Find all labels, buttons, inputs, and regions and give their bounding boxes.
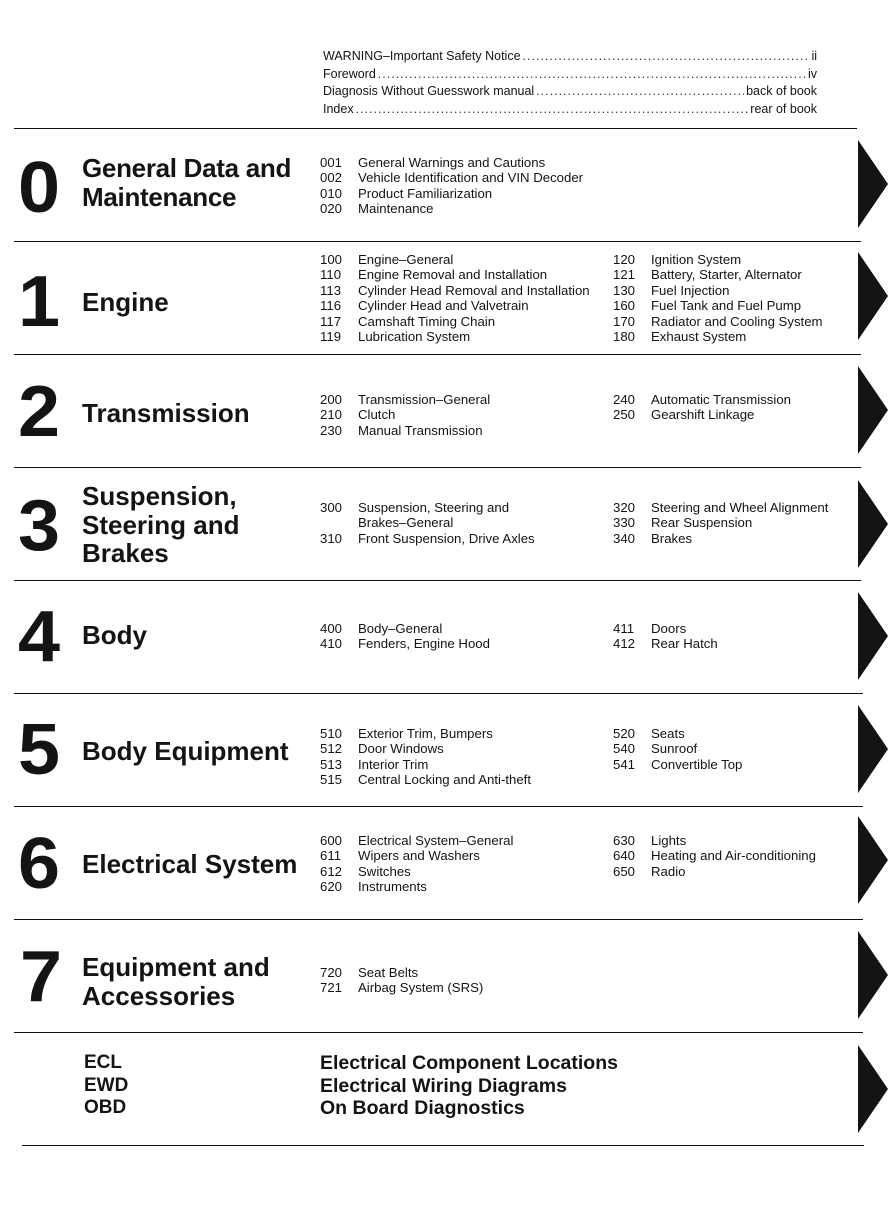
chapter-label: Camshaft Timing Chain [358,313,496,329]
chapter-label: Maintenance [358,201,434,217]
section-title [82,953,270,1010]
reference-code: ECL [84,1052,122,1073]
divider [14,1032,863,1033]
chapter-label: Battery, Starter, Alternator [651,267,802,283]
chapter-number: 612 [320,863,343,879]
chapter-label: Body–General [358,621,443,636]
chapter-list [613,252,823,344]
chapter-number: 020 [320,201,343,217]
chapter-label: Seat Belts [358,965,419,980]
chapter-number: 400 [320,621,343,636]
chapter-number: 116 [320,298,342,314]
section-tab-arrow-icon[interactable] [858,366,888,454]
chapter-number: 210 [320,407,343,423]
reference-descriptions [320,1052,618,1120]
chapter-number: 001 [320,155,343,170]
chapter-label: Wipers and Washers [358,848,480,864]
chapter-item[interactable] [320,283,590,298]
chapter-item[interactable] [320,531,535,546]
chapter-item[interactable] [613,314,823,329]
chapter-item[interactable] [320,833,513,848]
section-tab-arrow-icon[interactable] [858,931,888,1019]
chapter-number: 640 [613,848,636,864]
section-title-line: Body Equipment [82,736,289,766]
front-matter-page: back of book [746,84,817,98]
front-matter-page: rear of book [750,101,817,116]
chapter-number: 250 [613,407,636,423]
chapter-list [613,621,718,652]
chapter-number: 411 [613,621,635,636]
chapter-item[interactable] [320,864,513,879]
front-matter-title: WARNING–Important Safety Notice [323,49,521,63]
chapter-label: Clutch [358,407,396,423]
chapter-label: Cylinder Head Removal and Installation [358,282,590,298]
chapter-item[interactable] [320,621,490,636]
chapter-list [320,621,490,652]
chapter-number: 620 [320,879,343,895]
chapter-item[interactable] [320,848,513,863]
chapter-list [613,726,742,772]
chapter-label: Lights [651,833,687,848]
chapter-number: 160 [613,298,636,314]
chapter-item[interactable] [320,636,490,651]
section-title [82,482,239,568]
front-matter-page: iv [807,66,817,81]
chapter-list [320,155,583,217]
chapter-label: Brakes [651,530,693,546]
chapter-item[interactable] [613,848,816,863]
chapter-number: 100 [320,252,343,267]
section-title [82,621,147,650]
dot-leader [523,49,810,63]
chapter-item[interactable] [613,267,823,282]
chapter-label: Switches [358,863,411,879]
chapter-item[interactable] [320,515,535,530]
chapter-item[interactable] [613,407,791,422]
dot-leader [536,84,744,98]
chapter-item[interactable] [320,772,531,787]
section-number: 7 [20,937,60,1017]
section-number: 2 [18,372,58,452]
reference-code: EWD [84,1074,129,1096]
section-title-line: General Data and [82,153,292,183]
section-number: 0 [18,148,58,228]
chapter-number: 230 [320,422,343,438]
chapter-item[interactable] [320,980,483,995]
chapter-label: Doors [651,621,687,636]
divider [14,693,863,694]
section-title-line: Brakes [82,538,169,568]
chapter-item[interactable] [613,636,718,651]
chapter-number: 650 [613,863,636,879]
chapter-item[interactable] [320,314,590,329]
front-matter-entry[interactable] [323,49,817,67]
chapter-label: Instruments [358,879,427,895]
chapter-number: 412 [613,636,636,652]
section-title [82,288,169,317]
chapter-number: 180 [613,329,636,345]
front-matter [323,49,817,119]
section-tab-arrow-icon[interactable] [858,592,888,680]
chapter-label: Electrical System–General [358,833,514,848]
front-matter-title: Foreword [323,66,376,81]
chapter-item[interactable] [613,741,742,756]
chapter-item[interactable] [320,329,590,344]
chapter-number: 240 [613,392,636,407]
chapter-number: 515 [320,772,343,788]
chapter-number: 600 [320,833,343,848]
section-title [82,850,297,879]
chapter-number: 540 [613,741,636,757]
chapter-list [320,833,513,895]
section-title-line: Transmission [82,398,250,428]
chapter-number: 330 [613,515,636,531]
chapter-item[interactable] [613,621,718,636]
chapter-label: Radio [651,863,686,879]
reference-description[interactable]: On Board Diagnostics [320,1097,525,1119]
section-tab-arrow-icon[interactable] [858,705,888,793]
section-tab-arrow-icon[interactable] [858,140,888,228]
chapter-item[interactable] [320,726,531,741]
divider [14,580,861,581]
chapter-list [320,392,490,438]
chapter-number: 510 [320,726,343,741]
chapter-label: Sunroof [651,741,698,757]
section-title-line: Accessories [82,980,236,1011]
section-title-line: Body [82,620,147,650]
chapter-item[interactable] [613,500,828,515]
section-number: 4 [18,597,58,677]
chapter-number: 002 [320,170,343,186]
chapter-number: 721 [320,980,343,996]
chapter-label: Front Suspension, Drive Axles [358,530,535,546]
chapter-item[interactable] [613,392,791,407]
chapter-item[interactable] [320,500,535,515]
front-matter-title: Diagnosis Without Guesswork manual [323,84,535,98]
chapter-item[interactable] [320,201,583,216]
divider [14,241,861,242]
chapter-item[interactable] [320,392,490,407]
chapter-item[interactable] [613,515,828,530]
chapter-list [320,500,535,546]
chapter-number: 410 [320,636,343,652]
section-tab-arrow-icon[interactable] [858,480,888,568]
section-tab-arrow-icon[interactable] [858,816,888,904]
section-number: 3 [18,486,58,566]
section-title-line: Steering and [82,509,240,540]
divider [14,128,857,129]
section-title-line: Engine [82,287,169,317]
chapter-number: 720 [320,965,343,980]
section-title-line: Electrical System [82,849,298,879]
section-number: 6 [18,824,58,904]
front-matter-entry[interactable] [323,102,817,120]
chapter-item[interactable] [320,155,583,170]
chapter-label: Ignition System [651,252,742,267]
front-matter-title: Index [323,101,354,116]
chapter-item[interactable] [613,757,742,772]
chapter-item[interactable] [320,407,490,422]
chapter-number: 300 [320,500,343,515]
chapter-item[interactable] [320,170,583,185]
chapter-number: 113 [320,282,342,298]
chapter-number: 110 [320,267,342,283]
chapter-number: 310 [320,530,343,546]
section-title-line: Maintenance [82,181,237,212]
chapter-item[interactable] [320,965,483,980]
chapter-item[interactable] [320,423,490,438]
chapter-label: Rear Suspension [651,515,753,531]
chapter-item[interactable] [320,252,590,267]
chapter-label: Suspension, Steering and [358,500,510,515]
chapter-item[interactable] [613,283,823,298]
chapter-number: 520 [613,726,636,741]
section-number: 5 [18,710,58,790]
section-tab-arrow-icon[interactable] [858,1045,888,1133]
chapter-number: 119 [320,329,342,345]
chapter-item[interactable] [613,531,828,546]
chapter-item[interactable] [320,298,590,313]
reference-description[interactable]: Electrical Wiring Diagrams [320,1074,567,1097]
chapter-list [613,392,791,423]
chapter-label: Gearshift Linkage [651,407,755,423]
chapter-label: Engine Removal and Installation [358,267,548,283]
chapter-label: Engine–General [358,252,454,267]
chapter-label: Exterior Trim, Bumpers [358,726,493,741]
reference-description[interactable]: Electrical Component Locations [320,1052,618,1074]
chapter-list [613,500,828,546]
chapter-number: 170 [613,313,636,329]
chapter-label: Rear Hatch [651,636,718,652]
chapter-number: 541 [613,756,636,772]
dot-leader [356,102,749,116]
chapter-label: Heating and Air-conditioning [651,848,816,864]
chapter-label: Product Familiarization [358,185,493,201]
dot-leader [378,67,806,81]
chapter-number [320,515,358,530]
divider [22,1145,864,1146]
section-title [82,154,291,211]
chapter-list [320,252,590,344]
chapter-label: Manual Transmission [358,422,483,438]
chapter-item[interactable] [613,252,823,267]
section-tab-arrow-icon[interactable] [858,252,888,340]
chapter-item[interactable] [320,267,590,282]
front-matter-page: ii [811,49,817,63]
chapter-item[interactable] [613,298,823,313]
chapter-number: 010 [320,185,343,201]
chapter-list [320,965,483,996]
chapter-item[interactable] [320,186,583,201]
chapter-number: 117 [320,313,342,329]
front-matter-entry[interactable] [323,84,817,102]
chapter-label: Transmission–General [358,392,491,407]
chapter-label: Fenders, Engine Hood [358,636,490,652]
chapter-label: General Warnings and Cautions [358,155,546,170]
chapter-number: 611 [320,848,342,864]
chapter-item[interactable] [320,741,531,756]
chapter-label: Convertible Top [651,756,743,772]
chapter-list [613,833,816,879]
chapter-item[interactable] [613,864,816,879]
chapter-label: Vehicle Identification and VIN Decoder [358,170,584,186]
chapter-item[interactable] [613,726,742,741]
chapter-number: 340 [613,530,636,546]
chapter-label: Lubrication System [358,329,471,345]
section-title [82,737,289,766]
chapter-number: 120 [613,252,636,267]
chapter-label: Steering and Wheel Alignment [651,500,829,515]
chapter-number: 512 [320,741,343,757]
chapter-number: 121 [613,267,636,283]
chapter-label: Door Windows [358,741,444,757]
section-title-line: Equipment and [82,952,270,982]
chapter-number: 200 [320,392,343,407]
chapter-label: Fuel Tank and Fuel Pump [651,298,802,314]
divider [14,467,861,468]
chapter-item[interactable] [613,833,816,848]
chapter-list [320,726,531,788]
chapter-label: Brakes–General [358,515,454,531]
chapter-label: Exhaust System [651,329,747,345]
reference-code: OBD [84,1097,127,1118]
chapter-number: 320 [613,500,636,515]
chapter-label: Fuel Injection [651,282,730,298]
chapter-item[interactable] [320,879,513,894]
chapter-label: Central Locking and Anti-theft [358,772,532,788]
chapter-label: Cylinder Head and Valvetrain [358,298,529,314]
chapter-label: Airbag System (SRS) [358,980,484,996]
section-number: 1 [18,262,58,342]
section-title [82,399,250,428]
section-title-line: Suspension, [82,481,237,511]
divider [14,919,863,920]
chapter-number: 130 [613,282,636,298]
divider [14,806,863,807]
chapter-item[interactable] [613,329,823,344]
divider [14,354,861,355]
chapter-label: Automatic Transmission [651,392,791,407]
reference-codes [84,1052,128,1120]
chapter-item[interactable] [320,757,531,772]
chapter-number: 513 [320,756,343,772]
chapter-label: Radiator and Cooling System [651,313,823,329]
front-matter-entry[interactable] [323,67,817,85]
chapter-label: Interior Trim [358,756,429,772]
chapter-number: 630 [613,833,636,848]
chapter-label: Seats [651,726,685,741]
